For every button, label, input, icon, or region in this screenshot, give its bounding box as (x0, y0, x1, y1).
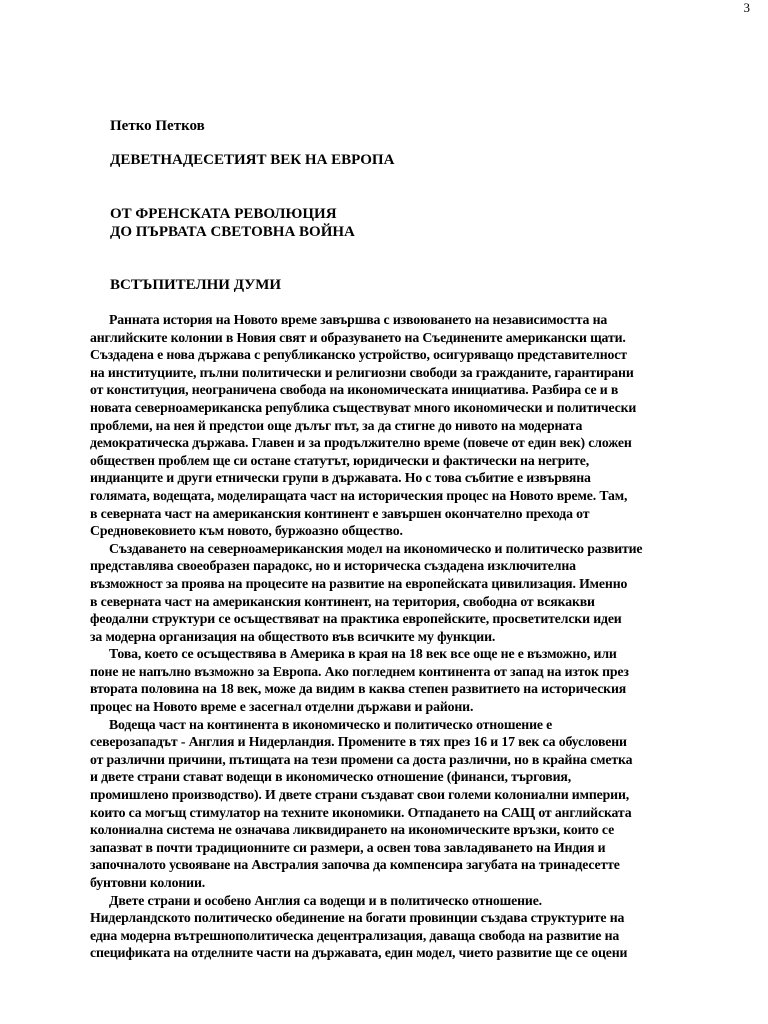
subtitle-line: ДО ПЪРВАТА СВЕТОВНА ВОЙНА (110, 224, 355, 240)
author-name: Петко Петков (110, 118, 205, 134)
paragraph-line: Това, което се осъществява в Америка в края на 18 век все още не е възможно, или (109, 646, 617, 662)
paragraph-line: поне не напълно възможно за Европа. Ако погледнем континента от запад на изток през (90, 663, 629, 679)
paragraph-line: Нидерландското политическо обединение на богати провинции създава структурите на (90, 910, 625, 926)
paragraph-line: новата северноамериканска република съществуват много икономически и политически (90, 399, 637, 415)
body-text (90, 311, 730, 962)
paragraph-line: обществен проблем ще си остане статутът, юридически и фактически на негрите, (90, 452, 590, 468)
paragraph-line: голямата, водещата, моделиращата част на историческия процес на Новото време. Там, (90, 487, 628, 503)
paragraph-line: промишлено производство). И двете страни създават свои големи колониални империи, (90, 787, 630, 803)
paragraph-line: феодални структури се осъществяват на практика европейските, просветителски идеи (90, 611, 622, 627)
paragraph-line: Водеща част на континента в икономическо и политическо отношение е (109, 716, 553, 732)
paragraph-line: демократическа държава. Главен и за продължително време (повече от един век) сложен (90, 435, 632, 451)
book-subtitle (110, 205, 355, 241)
book-title: ДЕВЕТНАДЕСЕТИЯТ ВЕК НА ЕВРОПА (110, 152, 395, 168)
page-number: 3 (743, 0, 750, 15)
paragraph-line: втората половина на 18 век, може да видим в каква степен развитието на историческия (90, 681, 627, 697)
subtitle-line: ОТ ФРЕНСКАТА РЕВОЛЮЦИЯ (110, 206, 337, 222)
paragraph-line: от конституция, неограничена свобода на икономическата инициатива. Разбира се и в (90, 382, 619, 398)
paragraph-line: Ранната история на Новото време завършва с извоюването на независимостта на (109, 312, 608, 327)
paragraph-line: Създадена е нова държава с републиканско устройство, осигуряващо представителност (90, 347, 627, 363)
paragraph-line: Двете страни и особено Англия са водещи и в политическо отношение. (109, 892, 542, 908)
paragraph-line: Създаването на северноамериканския модел на икономическо и политическо развитие (109, 540, 643, 556)
paragraph-line: за модерна организация на обществото във всичките му функции. (90, 628, 496, 644)
paragraph-line: индианците и други етнически групи в държавата. Но с това събитие е извървяна (90, 470, 591, 486)
paragraph-line: северозападът - Англия и Нидерландия. Промените в тях през 16 и 17 век са обусловени (90, 734, 627, 750)
paragraph-line: в северната част на американския континент, на територия, свободна от всякакви (90, 593, 595, 609)
paragraph-line: процес на Новото време е засегнал отделни държави и райони. (90, 699, 474, 715)
paragraph-line: проблеми, на нея й предстои още дълъг път, за да стигне до нивото на модерната (90, 417, 583, 433)
paragraph-line: Средновековието към новото, буржоазно общество. (90, 523, 403, 539)
paragraph-line: възможност за проява на процесите на развитие на европейската цивилизация. Именно (90, 575, 628, 591)
paragraph-line: на институциите, пълни политически и религиозни свободи за гражданите, гарантирани (90, 364, 634, 380)
paragraph-line: английските колонии в Новия свят и образуването на Съединените американски щати. (90, 329, 626, 345)
paragraph-line: и двете страни стават водещи в икономическо отношение (финанси, търговия, (90, 769, 572, 785)
paragraph-line: бунтовни колонии. (90, 875, 206, 890)
paragraph-line: спецификата на отделните части на държавата, един модел, чието развитие ще се оцени (90, 945, 628, 961)
paragraph-line: колониална система не означава ликвидирането на икономическите връзки, които се (90, 822, 615, 838)
paragraph-line: от различни причини, пътищата на тези промени са доста различни, но в крайна сметка (90, 751, 633, 767)
section-heading: ВСТЪПИТЕЛНИ ДУМИ (110, 277, 282, 293)
paragraph-line: представлява своеобразен парадокс, но и историческа създадена изключителна (90, 558, 576, 574)
paragraph-line: в северната част на американския континент е завършен окончателно прехода от (90, 505, 590, 521)
paragraph-line: запазват в почти традиционните си размери, а освен това завладяването на Индия и (90, 839, 606, 855)
paragraph-line: започналото усвояване на Австралия започва да компенсира загубата на тринадесетте (90, 857, 620, 873)
paragraph-line: една модерна вътрешнополитическа децентрализация, даваща свобода на развитие на (90, 927, 620, 943)
paragraph-line: които са могъщ стимулатор на техните икономики. Отпадането на САЩ от английската (90, 804, 632, 820)
